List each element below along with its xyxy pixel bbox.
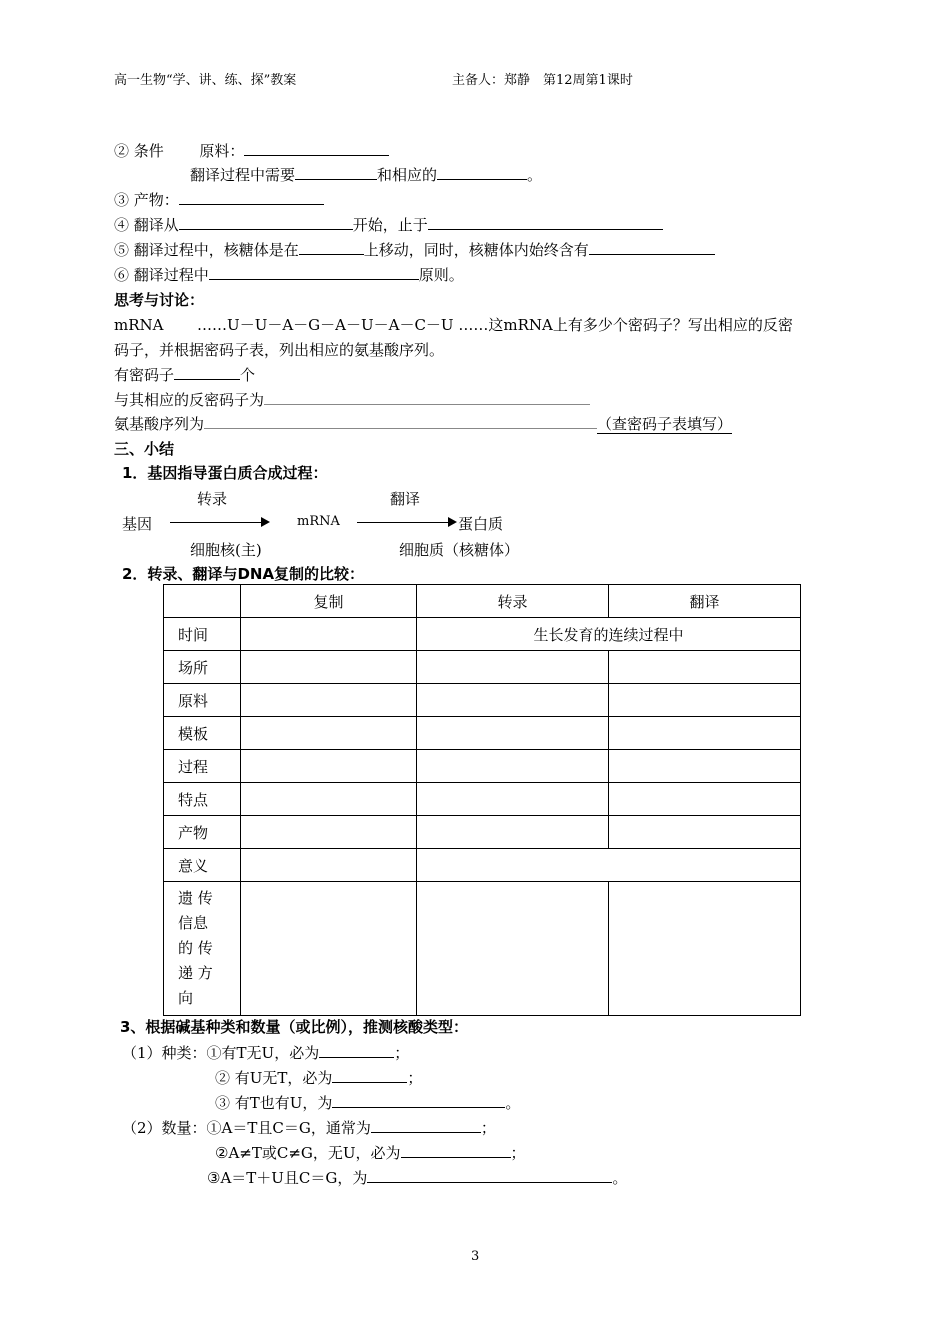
section3-title: 3、根据碱基种类和数量（或比例），推测核酸类型： xyxy=(120,1018,468,1036)
principle-blank[interactable] xyxy=(209,264,419,280)
header-cell-replication: 复制 xyxy=(241,585,417,618)
flow-transcription: 转录 xyxy=(197,490,228,508)
row-label: 意义 xyxy=(164,849,241,882)
time-merged-cell: 生长发育的连续过程中 xyxy=(417,618,801,651)
table-header-row xyxy=(164,585,801,618)
q2-blank[interactable] xyxy=(401,1142,511,1158)
kind-line-2 xyxy=(215,1067,422,1088)
flow-cytoplasm: 细胞质（核糖体） xyxy=(399,541,520,559)
q1-blank[interactable] xyxy=(371,1117,481,1133)
table-cell[interactable] xyxy=(609,684,801,717)
need-blank-2[interactable] xyxy=(437,164,527,180)
table-row xyxy=(164,717,801,750)
table-cell[interactable] xyxy=(241,750,417,783)
need-line xyxy=(190,164,542,185)
flow-gene: 基因 xyxy=(122,515,153,533)
table-cell[interactable] xyxy=(417,750,609,783)
item5-b: 上移动，同时，核糖体内始终含有 xyxy=(363,241,589,259)
table-cell[interactable] xyxy=(417,882,609,1016)
q2-end: ； xyxy=(510,1144,526,1162)
k1-blank[interactable] xyxy=(319,1042,394,1058)
header-cell-translation: 翻译 xyxy=(609,585,801,618)
row-label: 产物 xyxy=(164,816,241,849)
q2-text: ②A≠T或C≠G，无U，必为 xyxy=(215,1144,401,1162)
ribosome-blank-2[interactable] xyxy=(589,239,715,255)
condition-line xyxy=(114,140,389,161)
item4-a: ④ 翻译从 xyxy=(114,216,179,234)
mrna-sequence: ……U－U－A－G－A－U－A－C－U …… xyxy=(197,316,489,334)
flow-arrow-2 xyxy=(357,522,455,523)
stop-blank[interactable] xyxy=(428,214,663,230)
row-label: 特点 xyxy=(164,783,241,816)
table-row xyxy=(164,849,801,882)
mrna-line xyxy=(114,315,793,335)
table-row xyxy=(164,684,801,717)
q1-end: ； xyxy=(480,1119,496,1137)
table-cell[interactable] xyxy=(241,849,417,882)
table-cell[interactable] xyxy=(241,816,417,849)
item6-a: ⑥ 翻译过程中 xyxy=(114,266,209,284)
kind-line-1 xyxy=(122,1042,409,1063)
s1-title: 1．基因指导蛋白质合成过程： xyxy=(122,464,328,482)
k2-text: ② 有U无T，必为 xyxy=(215,1069,333,1087)
k2-blank[interactable] xyxy=(332,1067,407,1083)
row-label: 时间 xyxy=(164,618,241,651)
item3-label: ③ 产物： xyxy=(114,191,179,209)
table-cell[interactable] xyxy=(241,882,417,1016)
product-blank[interactable] xyxy=(179,189,324,205)
question-2: 码子，并根据密码子表，列出相应的氨基酸序列。 xyxy=(114,341,445,359)
table-cell[interactable] xyxy=(417,816,609,849)
kind-label: （1）种类： xyxy=(122,1044,207,1062)
need-prefix: 翻译过程中需要 xyxy=(190,166,296,184)
flow-translation: 翻译 xyxy=(390,490,421,508)
item2-label: ② 条件 xyxy=(114,142,164,160)
raw-label: 原料： xyxy=(199,142,245,160)
amino-label: 氨基酸序列为 xyxy=(114,415,205,433)
q3-blank[interactable] xyxy=(367,1167,612,1183)
table-row xyxy=(164,651,801,684)
row-label: 过程 xyxy=(164,750,241,783)
table-cell[interactable] xyxy=(417,783,609,816)
header-left: 高一生物“学、讲、练、探”教案 xyxy=(114,73,297,88)
mrna-label: mRNA xyxy=(114,316,164,334)
row-label: 模板 xyxy=(164,717,241,750)
amino-line xyxy=(114,413,732,434)
need-end: 。 xyxy=(527,166,543,184)
summary-title: 三、小结 xyxy=(114,440,175,458)
table-cell[interactable] xyxy=(609,750,801,783)
table-cell[interactable] xyxy=(417,684,609,717)
table-cell[interactable] xyxy=(241,783,417,816)
table-cell[interactable] xyxy=(241,684,417,717)
table-cell[interactable] xyxy=(609,717,801,750)
codon-line xyxy=(114,364,255,385)
row-label-direction: 遗 传 信息 的 传 递 方 向 xyxy=(164,882,241,1016)
flow-arrow-1 xyxy=(170,522,268,523)
table-cell[interactable] xyxy=(609,783,801,816)
s2-title: 2．转录、翻译与DNA复制的比较： xyxy=(122,565,365,583)
qty-line-1 xyxy=(122,1117,496,1138)
item6-b: 原则。 xyxy=(418,266,464,284)
row-label: 原料 xyxy=(164,684,241,717)
table-cell[interactable] xyxy=(609,651,801,684)
anticodon-line xyxy=(114,389,590,410)
flow-mrna: mRNA xyxy=(297,514,340,529)
k3-end: 。 xyxy=(505,1094,521,1112)
kind-line-3 xyxy=(215,1092,520,1113)
flow-nucleus: 细胞核(主) xyxy=(190,541,262,559)
qty-label: （2）数量： xyxy=(122,1119,207,1137)
header-cell-empty xyxy=(164,585,241,618)
table-cell[interactable] xyxy=(241,651,417,684)
principle-line xyxy=(114,264,464,285)
page-number: 3 xyxy=(471,1249,480,1264)
codon-blank[interactable] xyxy=(174,364,240,380)
k3-text: ③ 有T也有U，为 xyxy=(215,1094,333,1112)
table-cell[interactable] xyxy=(241,717,417,750)
raw-blank[interactable] xyxy=(244,140,389,156)
question-1: 这mRNA上有多少个密码子？写出相应的反密 xyxy=(488,316,793,334)
flow-protein: 蛋白质 xyxy=(458,515,504,533)
table-row xyxy=(164,816,801,849)
start-stop-line xyxy=(114,214,663,235)
product-line xyxy=(114,189,324,210)
k1-end: ； xyxy=(394,1044,410,1062)
item4-b: 开始，止于 xyxy=(352,216,428,234)
codon-a: 有密码子 xyxy=(114,366,175,384)
q3-end: 。 xyxy=(612,1169,628,1187)
anticodon-label: 与其相应的反密码子为 xyxy=(114,391,265,409)
qty-line-3 xyxy=(207,1167,627,1188)
table-cell[interactable] xyxy=(417,651,609,684)
anticodon-blank[interactable] xyxy=(264,389,590,405)
ribosome-line xyxy=(114,239,715,260)
ribosome-blank-1[interactable] xyxy=(299,239,364,255)
table-row xyxy=(164,882,801,1016)
table-cell[interactable] xyxy=(417,717,609,750)
need-blank-1[interactable] xyxy=(295,164,377,180)
header-right: 主备人：郑静 第12周第1课时 xyxy=(452,73,633,88)
k3-blank[interactable] xyxy=(332,1092,505,1108)
q3-text: ③A＝T＋U且C＝G，为 xyxy=(207,1169,368,1187)
need-mid: 和相应的 xyxy=(377,166,438,184)
table-row xyxy=(164,750,801,783)
start-blank[interactable] xyxy=(179,214,353,230)
discussion-title: 思考与讨论： xyxy=(114,291,205,309)
table-row xyxy=(164,618,801,651)
codon-b: 个 xyxy=(240,366,256,384)
q1-text: ①A＝T且C＝G，通常为 xyxy=(206,1119,371,1137)
table-cell[interactable] xyxy=(609,882,801,1016)
table-row xyxy=(164,783,801,816)
header-cell-transcription: 转录 xyxy=(417,585,609,618)
qty-line-2 xyxy=(215,1142,526,1163)
comparison-table xyxy=(163,584,801,1016)
significance-merged-cell[interactable] xyxy=(417,849,801,882)
table-cell[interactable] xyxy=(609,816,801,849)
k1-text: ①有T无U，必为 xyxy=(206,1044,320,1062)
amino-blank[interactable] xyxy=(204,413,597,429)
amino-note: （查密码子表填写） xyxy=(597,415,733,433)
table-cell[interactable] xyxy=(241,618,417,651)
item5-a: ⑤ 翻译过程中，核糖体是在 xyxy=(114,241,299,259)
row-label: 场所 xyxy=(164,651,241,684)
k2-end: ； xyxy=(407,1069,423,1087)
